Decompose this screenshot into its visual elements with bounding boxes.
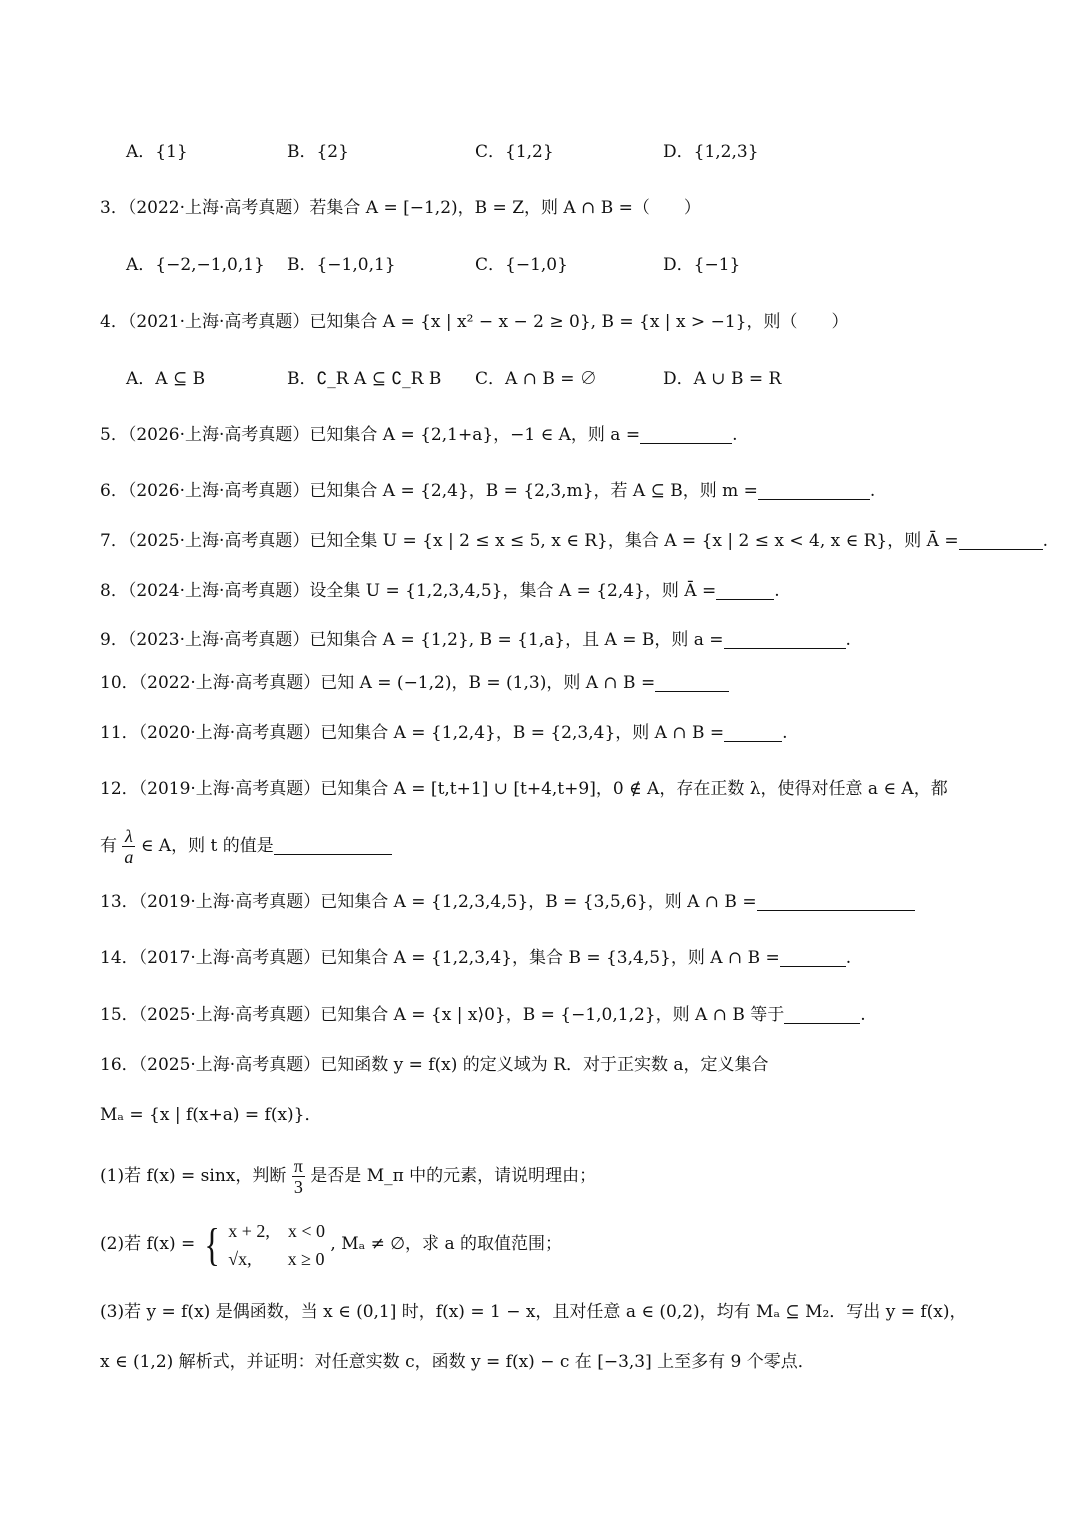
answer-blank[interactable]	[274, 836, 392, 855]
q7-stem: 7．（2025·上海·高考真题）已知全集 U = {x | 2 ≤ x ≤ 5, x ∈ R}，集合 A = {x | 2 ≤ x < 4, x ∈ R}，则 Ā =	[100, 531, 959, 551]
frac-denominator: 3	[293, 1177, 303, 1197]
q4-stem: 4．（2021·上海·高考真题）已知集合 A = {x | x² − x − 2 ≥ 0}, B = {x | x > −1}，则（ ）	[100, 312, 849, 332]
q16-line1: 16．（2025·上海·高考真题）已知函数 y = f(x) 的定义域为 R．对于正实数 a，定义集合	[100, 1055, 769, 1075]
q4-option-d: D．A ∪ B = R	[663, 369, 782, 389]
q9	[100, 628, 851, 652]
answer-blank[interactable]	[716, 581, 774, 600]
q8-end: .	[774, 581, 780, 601]
q3-option-d: D．{−1}	[663, 255, 741, 275]
q3-option-b: B．{−1,0,1}	[287, 255, 396, 275]
lambda-over-a-fraction	[122, 826, 135, 867]
q4-option-b: B．∁_R A ⊆ ∁_R B	[287, 369, 442, 389]
answer-blank[interactable]	[959, 531, 1043, 550]
answer-blank[interactable]	[640, 425, 732, 444]
q15	[100, 1003, 866, 1027]
answer-blank[interactable]	[655, 673, 729, 692]
q12-line2	[100, 826, 392, 867]
q12-prefix: 有	[100, 836, 117, 856]
q13	[100, 890, 915, 914]
left-brace: {	[204, 1218, 220, 1270]
q2-option-b: B．{2}	[287, 142, 349, 162]
q16-part1	[100, 1156, 596, 1197]
q5	[100, 423, 738, 447]
q10	[100, 671, 729, 695]
q15-end: .	[860, 1005, 866, 1025]
q6-end: .	[869, 481, 876, 501]
q4-option-a: A．A ⊆ B	[126, 369, 206, 389]
q16-line2: Mₐ = {x | f(x+a) = f(x)}．	[100, 1105, 322, 1125]
q15-stem: 15．（2025·上海·高考真题）已知集合 A = {x | x⟩0}，B = {−1,0,1,2}，则 A ∩ B 等于	[100, 1005, 785, 1025]
q6	[100, 479, 875, 503]
q14	[100, 946, 851, 970]
q7	[100, 529, 1048, 553]
q3-option-a: A．{−2,−1,0,1}	[126, 255, 265, 275]
q8-stem: 8．（2024·上海·高考真题）设全集 U = {1,2,3,4,5}，集合 A = {2,4}，则 Ā =	[100, 581, 717, 601]
q2-option-c: C．{1,2}	[475, 142, 554, 162]
answer-blank[interactable]	[724, 723, 782, 742]
frac-denominator: a	[124, 847, 134, 867]
q16-part1-suffix: 是否是 M_π 中的元素，请说明理由；	[310, 1166, 597, 1186]
q16-part3-line1: (3)若 y = f(x) 是偶函数，当 x ∈ (0,1] 时，f(x) = 1 − x，且对任意 a ∈ (0,2)，均有 Mₐ ⊆ M₂．写出 y = f(x)，	[100, 1302, 967, 1322]
q9-stem: 9．（2023·上海·高考真题）已知集合 A = {1,2}, B = {1,a}，且 A = B，则 a =	[100, 630, 724, 650]
q2-option-a: A．{1}	[126, 142, 188, 162]
q14-end: .	[845, 948, 852, 968]
q10-stem: 10．（2022·上海·高考真题）已知 A = (−1,2)，B = (1,3)，则 A ∩ B =	[100, 673, 656, 693]
q3-stem: 3．（2022·上海·高考真题）若集合 A = [−1,2)，B = Z，则 A ∩ B =（ ）	[100, 198, 701, 218]
q11-stem: 11．（2020·上海·高考真题）已知集合 A = {1,2,4}，B = {2,3,4}，则 A ∩ B =	[100, 723, 725, 743]
q3-option-c: C．{−1,0}	[475, 255, 568, 275]
q16-part3-line2: x ∈ (1,2) 解析式，并证明：对任意实数 c，函数 y = f(x) − c 在 [−3,3] 上至多有 9 个零点．	[100, 1352, 815, 1372]
q2-option-d: D．{1,2,3}	[663, 142, 759, 162]
q5-stem: 5．（2026·上海·高考真题）已知集合 A = {2,1+a}，−1 ∈ A，则 a =	[100, 425, 641, 445]
pi-over-3-fraction	[292, 1156, 305, 1197]
answer-blank[interactable]	[784, 1005, 860, 1024]
frac-numerator: λ	[122, 826, 135, 847]
q7-end: .	[1042, 531, 1048, 551]
q14-stem: 14．（2017·上海·高考真题）已知集合 A = {1,2,3,4}，集合 B = {3,4,5}，则 A ∩ B =	[100, 948, 780, 968]
q11	[100, 721, 788, 745]
frac-numerator: π	[293, 1156, 303, 1176]
piece-row-2: √x, x ≥ 0	[228, 1248, 325, 1269]
answer-blank[interactable]	[780, 948, 846, 967]
q6-stem: 6．（2026·上海·高考真题）已知集合 A = {2,4}，B = {2,3,m}，若 A ⊆ B，则 m =	[100, 481, 758, 501]
q16-part2-prefix: (2)若 f(x) =	[100, 1234, 196, 1254]
q16-part1-prefix: (1)若 f(x) = sinx，判断	[100, 1166, 287, 1186]
q5-end: .	[732, 425, 738, 445]
piecewise-function	[228, 1217, 325, 1273]
q8	[100, 579, 780, 603]
q4-option-c: C．A ∩ B = ∅	[475, 369, 597, 389]
q16-part2	[100, 1216, 562, 1273]
piece-row-1: x + 2, x < 0	[228, 1220, 325, 1241]
q16-part2-suffix: , Mₐ ≠ ∅，求 a 的取值范围；	[330, 1234, 562, 1254]
answer-blank[interactable]	[757, 892, 915, 911]
q13-stem: 13．（2019·上海·高考真题）已知集合 A = {1,2,3,4,5}，B = {3,5,6}，则 A ∩ B =	[100, 892, 757, 912]
answer-blank[interactable]	[724, 630, 846, 649]
answer-blank[interactable]	[758, 481, 870, 500]
q9-end: .	[845, 630, 851, 650]
q12-line1: 12．（2019·上海·高考真题）已知集合 A = [t,t+1] ∪ [t+4,t+9]，0 ∉ A，存在正数 λ，使得对任意 a ∈ A，都	[100, 779, 948, 799]
q12-suffix: ∈ A，则 t 的值是	[140, 836, 274, 856]
q11-end: .	[782, 723, 788, 743]
